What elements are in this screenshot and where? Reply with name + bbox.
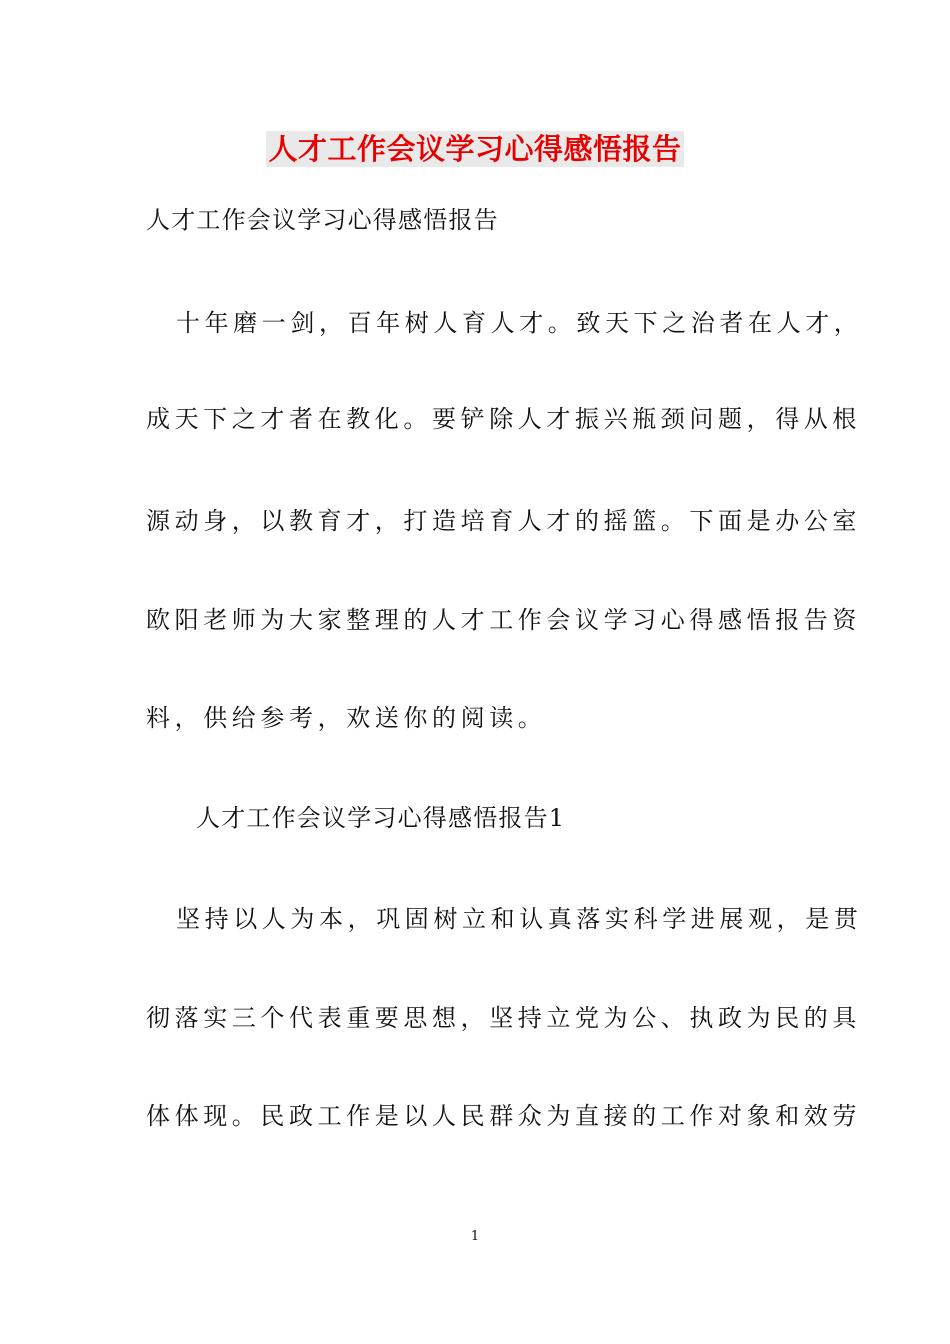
paragraph-line: 体体现。民政工作是以人民群众为直接的工作对象和效劳 [146,1102,861,1130]
paragraph-line: 成天下之才者在教化。要铲除人才振兴瓶颈问题，得从根 [146,405,861,433]
document-title: 人才工作会议学习心得感悟报告 [268,132,682,166]
title-container [0,131,950,167]
paragraph-line: 欧阳老师为大家整理的人才工作会议学习心得感悟报告资 [146,606,861,634]
paragraph-line: 十年磨一剑，百年树人育人才。致天下之治者在人才， [176,309,863,337]
paragraph-line: 坚持以人为本，巩固树立和认真落实科学进展观，是贯 [176,905,863,933]
paragraph-line: 料，供给参考，欢送你的阅读。 [146,704,547,732]
page-number: 1 [470,1229,480,1244]
section-heading: 人才工作会议学习心得感悟报告1 [196,804,566,832]
subtitle-line: 人才工作会议学习心得感悟报告 [146,206,499,234]
paragraph-line: 彻落实三个代表重要思想，坚持立党为公、执政为民的具 [146,1004,861,1032]
paragraph-line: 源动身，以教育才，打造培育人才的摇篮。下面是办公室 [146,507,861,535]
